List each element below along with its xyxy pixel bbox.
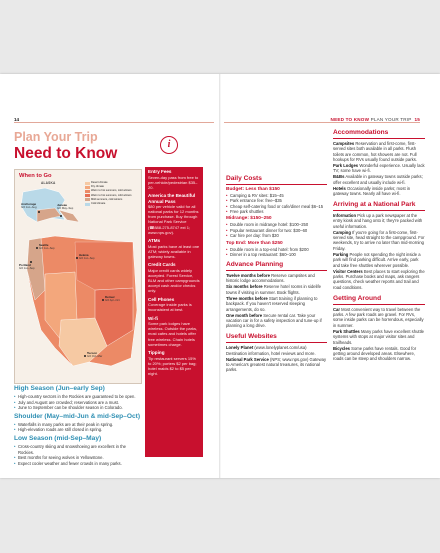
map-city-label: Helena GO Jun–Sep [79,253,95,261]
legend-swatch [85,194,90,197]
legend-label: Mild summers, cold winters [91,197,123,201]
accommodation-item: Park Lodges Wonderful experience. Usually lack TV; some have wi-fi. [333,162,425,174]
cost-bullet: • Park entrance fee: free–$35 [226,198,327,203]
accommodation-item: B&Bs Available in gateway towns outside parks; offer excellent and usually include wi-fi. [333,174,423,185]
legend-label: Desert climate [91,181,108,184]
right-header-rule [224,122,420,123]
transport-item: Car Most convenient way to travel between the parks. A few park roads are gravel. For RVs, some inside parks can be horrendous, especially in summer. [333,306,424,328]
legend-swatch [85,198,90,201]
sidebar-text: Seven-day pass from free to per-vehicle/pedestrian $35–20. [148,174,199,190]
page-gutter [219,74,221,478]
planning-item: Twelve months before Reserve campsites and historic lodge accommodations. [226,273,315,284]
map-city-label: Tucson GO Oct–Mar [87,351,103,359]
season-bullet: • Best months for seeing wolves in Yellowstone. [14,455,142,461]
cost-bullet: • Double room in midrange hotel: $100–250 [226,222,327,227]
section-heading: Useful Websites [226,333,277,341]
running-head-rest: PLAN YOUR TRIP [370,117,412,122]
left-header-rule [14,122,214,123]
costs-planning-column [226,175,327,373]
sidebar-heading: ATMs [148,238,161,244]
sidebar-heading: America the Beautiful Annual Pass [148,193,196,204]
map-city-label: Seattle GO Jun–Sep [39,243,55,251]
season-bullet: • High-elevation roads are still closed in spring. [14,427,142,433]
sidebar-heading: Cell Phones [148,296,175,302]
section-heading: Advance Planning [226,261,284,269]
chapter-kicker: Plan Your Trip [14,130,98,144]
season-bullet: • June to September can be shoulder season in Colorado. [14,405,142,411]
planning-item: Six months before Reserve hotel rooms in sidelife towns if visiting in summer. Book flights. [226,284,321,295]
sidebar-text: $80 per vehicle valid for all national parks for 12 months from purchase. Buy through National Park Service (☎888-275-8747 ext 1; www.nps.gov). [148,204,199,235]
legend-label: Warm to hot summers, cold winters [91,189,132,193]
legend-swatch [85,182,90,185]
cost-tier-label: Budget: Less than $150 [226,186,280,192]
sidebar-text: Some park lodges have wireless. Outside the parks, most cafes and hotels offer free wireless. Chain hotels sometimes charge. [148,321,198,347]
transport-item: Bicycles Some parks have rentals. Good for getting around developed areas. Elsewhere, roads can be steep and shoulders narrow. [333,345,417,362]
legend-label: Dry climate [91,185,104,189]
fees-sidebar [145,167,203,457]
cost-bullet: • Camping & RV sites: $15–45 [226,193,327,198]
cost-tier-label: Top End: More than $250 [226,240,283,246]
seasons-section [14,383,142,466]
cost-bullet: • Double room in a top-end hotel: from $200 [226,247,327,252]
legend-swatch [85,203,90,206]
arriving-item: Information Pick up a park newspaper at the entry kiosk and hang onto it; they're packed with useful information. [333,212,423,229]
planning-item: One month before Secure rental car. Take your vacation car in for a safety inspection and tune-up if planning a long drive. [226,312,322,329]
accommodation-item: Campsites Reservation and first-come, first-served sites both available in all parks. Flush toilets are common, hot showers are not. Full hookups for RVs usually found outside parks. [333,140,417,162]
section-rule [333,138,425,139]
cost-bullet: • Free park shuttles [226,209,327,214]
transport-item: Park Shuttles Many parks have excellent shuttle systems with stops at major visitor sites and trailheads. [333,328,425,345]
website-item: National Park Service (NPS; www.nps.gov) Gateway to America's greatest natural treasures, its national parks. [226,356,327,373]
map-city-label: Denver GO Apr–Oct [105,295,120,303]
guidebook-spread [0,74,440,478]
section-heading: Daily Costs [226,175,262,182]
arriving-item: Visitor Centers Best places to start exploring the parks. Purchase books and maps, ask rangers questions, check weather reports and trail and road conditions. [333,268,425,290]
season-heading: Low Season (mid-Sep–May) [14,434,102,442]
map-city-label: Anchorage GO Jun–Aug [21,202,37,210]
map-region-label: ALASKA [41,181,56,185]
cost-bullet: • Dinner in a top restaurant: $60–100 [226,252,327,257]
season-bullet: • July and August are crowded; reservations are a must. [14,400,142,406]
sidebar-heading: Entry Fees [148,169,172,174]
map-title: When to Go [19,173,52,179]
section-heading: Arriving at a National Park [333,201,416,209]
sidebar-text: Coverage inside parks is inconsistent at best. [148,302,192,313]
sidebar-text: Tip restaurant servers 15% to 20%; porters $2 per bag; hotel maids $2 to $5 per night. [148,355,197,376]
page-title: Need to Know [14,145,118,162]
info-icon: i [160,136,178,154]
map-city-label: Portland GO Jun–Sep [19,263,35,271]
season-heading: High Season (Jun–early Sep) [14,385,105,392]
sidebar-heading: Credit Cards [148,262,176,268]
arriving-item: Parking People not spending the night inside a park will find parking difficult. Arrive early, park and take free shuttles wherever possible. [333,251,421,268]
running-head-strong: NEED TO KNOW [330,117,370,122]
section-rule [226,184,327,185]
section-rule [333,210,425,211]
map-legend [85,181,132,206]
cost-bullet: • Cheap self-catering food or cafe/diner meal $6–15 [226,204,327,209]
section-rule [226,342,327,343]
website-item: Lonely Planet (www.lonelyplanet.com/usa) Destination information, hotel reviews and more. [226,345,316,356]
sidebar-heading: Wi-fi [148,315,158,321]
season-bullet: • High-country sectors in the Rockies are guaranteed to be open. [14,394,142,400]
legend-swatch [85,186,90,189]
season-bullet: • Expect cooler weather and fewer crowds in many parks. [14,461,142,467]
accommodation-item: Hotels Occasionally inside parks; most in gateway towns. Nearly all have wi-fi. [333,185,411,197]
left-page-number: 14 [14,117,20,122]
planning-item: Three months before Start training if planning to backpack. If you haven't reserved sleeping arrangements, do so. [226,295,318,312]
legend-label: Cold climate [91,202,106,206]
map-city-label: Juneau GO May–Sep [57,203,74,211]
sidebar-text: Most parks have at least one ATM; widely available in gateway towns. [148,243,200,259]
sidebar-text: Major credit cards widely accepted. Forest Service, BLM and other campgrounds accept cash and/or checks only. [148,267,200,294]
legend-label: Warm to hot summers, mild winters [91,193,132,197]
section-heading: Accommodations [333,129,389,136]
sidebar-heading: Tipping [148,350,165,356]
season-bullet: • Cross-country skiing and snowshoeing are excellent in the Rockies. [14,444,142,455]
section-rule [333,304,425,305]
section-heading: Getting Around [333,294,382,302]
season-heading: Shoulder (May–mid-Jun & mid-Sep–Oct) [14,412,141,420]
right-page-number: 15 [414,117,420,122]
season-bullet: • Waterfalls in many parks are at their peak in spring. [14,422,142,428]
cost-bullet: • Popular restaurant dinner for two: $30–60 [226,228,327,233]
cost-bullet: • Car hire per day: from $30 [226,233,327,238]
legend-swatch [85,190,90,193]
section-rule [226,270,327,271]
accommodations-column [333,129,425,362]
when-to-go-map [14,169,142,384]
cost-tier-label: Midrange: $150–250 [226,216,272,222]
legend-item [85,202,132,206]
arriving-item: Camping If you're going for a first-come, first-served site, head straight to the campground. For weekends, try to arrive no later than mid-morning Friday. [333,229,425,251]
